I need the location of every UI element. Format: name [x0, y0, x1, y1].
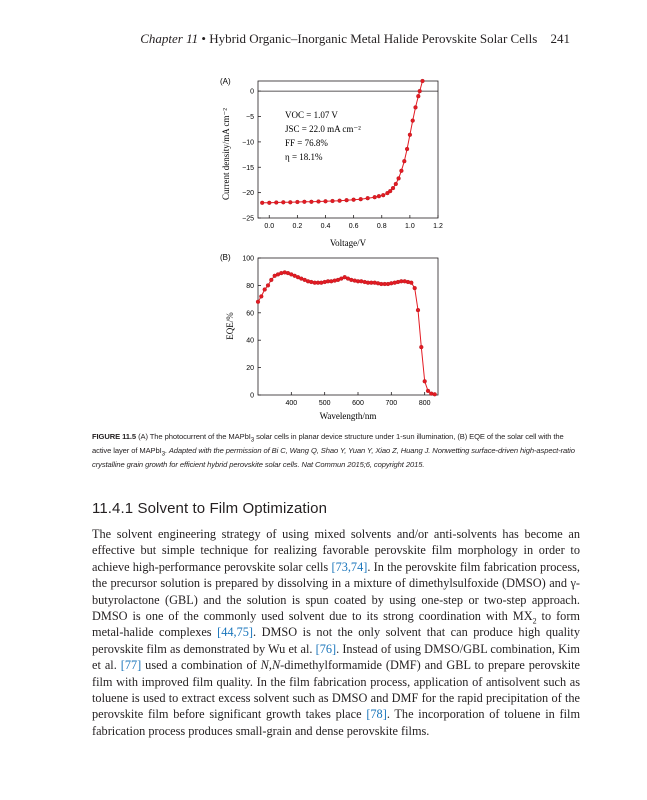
panel-b-ylabel: EQE/% — [225, 312, 235, 340]
para-text-2: . In the perovskite film fabrication process, the precursor solution is prepared by dissolving in a mixture of dimethylsulfoxide (DMSO) and γ-butyrolactone (GBL) and the solution is spun coated by using one-step or two-step approach. DMSO is one of the commonly used solvent due to its strong coordination with MX — [92, 559, 580, 624]
eqe-point — [349, 278, 353, 282]
jv-point — [352, 198, 356, 202]
eqe-xtick-label: 700 — [385, 400, 398, 407]
eqe-xtick-label: 500 — [318, 400, 331, 407]
panel-a — [220, 72, 443, 248]
jv-point — [402, 159, 406, 163]
eqe-point — [329, 279, 333, 283]
pce-annotation: η = 18.1% — [285, 152, 323, 162]
section-number: 11.4.1 — [92, 500, 134, 517]
jv-point — [414, 106, 418, 110]
jv-point — [397, 177, 401, 181]
caption-text-3: . Adapted with the permission of Bi C, Wang Q, Shao Y, Yuan Y, Xiao Z, Huang J. Nonwetting surface-driven high-aspect-ratio crystalline grain growth for efficient hybrid perovskite solar cells. Nat Commun 2015;6, copyright 2015. — [92, 446, 575, 470]
para-italic: N,N — [260, 658, 281, 673]
eqe-ytick-label: 100 — [242, 255, 254, 263]
para-text-4: . DMSO is not the only solvent that can produce high quality perovskite film as demonstrated by Wu et al. — [92, 625, 580, 656]
jv-point — [303, 200, 307, 204]
caption-text-1: (A) The photocurrent of the MAPbI — [138, 432, 251, 441]
eqe-point — [389, 281, 393, 285]
eqe-ytick-label: 80 — [246, 282, 254, 290]
figure-caption — [92, 432, 578, 471]
jv-ytick-label: −5 — [246, 114, 254, 122]
para-text-6: used a combination of — [141, 658, 261, 673]
jv-point — [296, 200, 300, 204]
jv-point — [408, 133, 412, 137]
eqe-point — [259, 295, 263, 299]
voc-annotation: VOC = 1.07 V — [285, 110, 338, 120]
jv-ytick-label: 0 — [250, 88, 254, 96]
para-subscript: 2 — [532, 616, 537, 626]
jv-point — [331, 199, 335, 203]
panel-a-ticks — [242, 89, 443, 230]
eqe-point — [409, 281, 413, 285]
ff-annotation: FF = 76.8% — [285, 138, 328, 148]
jv-point — [345, 198, 349, 202]
eqe-point — [266, 284, 270, 288]
jv-xtick-label: 0.2 — [292, 223, 303, 230]
eqe-ytick-label: 60 — [246, 310, 254, 318]
jv-point — [416, 94, 420, 98]
jv-point — [281, 200, 285, 204]
jv-point — [411, 119, 415, 123]
citation-link[interactable]: [78] — [366, 707, 387, 722]
jv-xtick-label: 0.6 — [348, 223, 359, 230]
panel-a-frame — [258, 81, 438, 218]
citation-link[interactable]: [76] — [315, 641, 337, 656]
jv-point — [391, 186, 395, 190]
eqe-point — [256, 300, 260, 304]
panel-a-label: (A) — [220, 77, 231, 86]
caption-sub-1: 3 — [250, 436, 255, 444]
jv-point — [274, 201, 278, 205]
panel-a-xlabel: Voltage/V — [329, 238, 367, 248]
eqe-point — [279, 271, 283, 275]
jv-point — [418, 89, 422, 93]
jv-xtick-label: 1.2 — [433, 223, 443, 230]
figure-11-5 — [200, 72, 470, 432]
eqe-point — [433, 392, 437, 396]
citation-link[interactable]: [44,75] — [217, 625, 253, 640]
eqe-point — [429, 392, 433, 396]
panel-b — [220, 253, 438, 421]
chapter-title: Hybrid Organic–Inorganic Metal Halide Perovskite Solar Cells — [209, 31, 538, 46]
eqe-ytick-label: 40 — [246, 337, 254, 345]
caption-sub-2: 3 — [161, 450, 166, 458]
jv-point — [400, 169, 404, 173]
body-paragraph — [92, 526, 580, 739]
jv-point — [366, 196, 370, 200]
eqe-ytick-label: 0 — [250, 392, 254, 400]
jv-xtick-label: 1.0 — [405, 223, 415, 230]
running-head — [140, 31, 570, 47]
eqe-point — [269, 278, 273, 282]
eqe-point — [413, 286, 417, 290]
jv-point — [359, 197, 363, 201]
chapter-label: Chapter 11 — [140, 31, 199, 46]
panel-b-label: (B) — [220, 253, 231, 262]
jv-point — [377, 194, 381, 198]
jv-xtick-label: 0.0 — [264, 223, 275, 230]
jv-point — [405, 147, 409, 151]
para-text-5: . Instead of using DMSO/GBL combination, Kim et al. — [92, 641, 580, 673]
eqe-point — [309, 280, 313, 284]
eqe-point — [426, 389, 430, 393]
para-text-7: -dimethylformamide (DMF) and GBL to prepare perovskite film with improved film quality. In the film fabrication process, application of antisolvent such as toluene is used to extract excess solvent such as DMSO and DMF for the rapid precipitation of the perovskite film before significant growth takes place — [92, 658, 580, 722]
jv-point — [421, 79, 425, 83]
jv-point — [373, 195, 377, 199]
jv-point — [317, 200, 321, 204]
citation-link[interactable]: [77] — [120, 658, 142, 673]
eqe-xtick-label: 400 — [285, 400, 298, 407]
eqe-point — [416, 308, 420, 312]
eqe-point — [359, 279, 363, 283]
jv-point — [388, 189, 392, 193]
citation-link[interactable]: [73,74] — [331, 559, 368, 574]
jv-point — [267, 201, 271, 205]
eqe-xtick-label: 600 — [352, 400, 364, 407]
jv-ytick-label: −10 — [242, 139, 254, 147]
panel-a-ylabel: Current density/mA cm⁻² — [221, 108, 231, 200]
eqe-point — [263, 288, 267, 292]
jv-annotations — [285, 110, 361, 162]
section-title: Solvent to Film Optimization — [137, 500, 328, 517]
jv-xtick-label: 0.8 — [376, 223, 387, 230]
jv-point — [394, 182, 398, 186]
panel-b-xlabel: Wavelength/nm — [319, 411, 377, 421]
jv-point — [310, 200, 314, 204]
jv-xtick-label: 0.4 — [320, 223, 331, 230]
jv-ytick-label: −20 — [242, 190, 254, 198]
caption-label: FIGURE 11.5 — [92, 432, 137, 441]
figure-svg — [200, 72, 470, 432]
eqe-line — [258, 272, 435, 394]
jv-point — [338, 199, 342, 203]
jv-point — [381, 193, 385, 197]
jv-ytick-label: −25 — [242, 215, 254, 223]
jv-point — [288, 200, 292, 204]
eqe-point — [419, 345, 423, 349]
eqe-series — [256, 271, 437, 397]
header-bullet: • — [201, 31, 206, 46]
caption-text-2: solar cells in planar device structure under 1-sun illumination, (B) EQE of the solar cell with the active layer of MAPbI — [92, 432, 564, 456]
para-text-8: . The incorporation of toluene in film fabrication process produces small-grain and dense perovskite films. — [92, 707, 581, 738]
para-text-3: to form metal-halide complexes — [92, 609, 580, 640]
jv-point — [324, 199, 328, 203]
page-number: 241 — [550, 31, 570, 46]
jv-point — [260, 201, 264, 205]
eqe-point — [319, 281, 323, 285]
para-text-1: The solvent engineering strategy of using mixed solvents and/or anti-solvents has become an effective but simple technique for realizing favorable perovskite film morphology in order to achieve high-performance perovskite solar cells — [92, 527, 580, 574]
jsc-annotation: JSC = 22.0 mA cm⁻² — [285, 124, 361, 134]
eqe-ytick-label: 20 — [246, 365, 254, 373]
eqe-point — [423, 379, 427, 383]
section-heading — [92, 500, 327, 517]
jv-ytick-label: −15 — [242, 164, 254, 172]
eqe-xtick-label: 800 — [418, 400, 431, 407]
